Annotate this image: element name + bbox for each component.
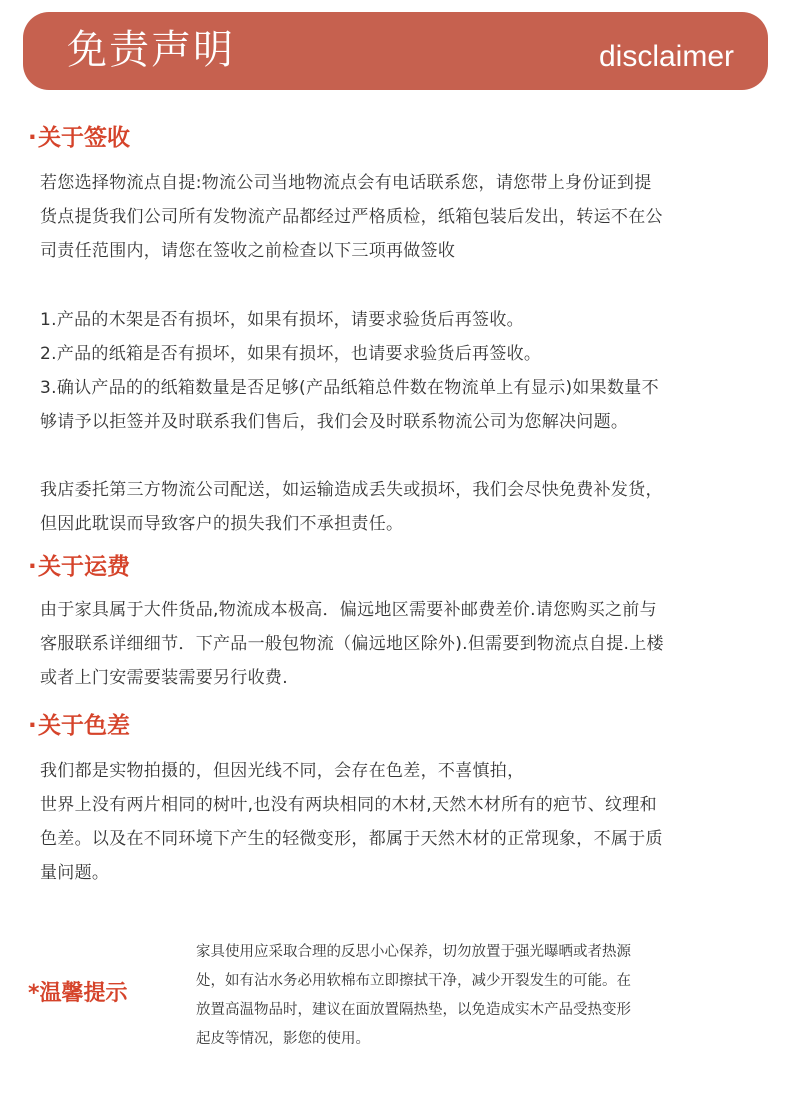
text-line: 1.产品的木架是否有损坏，如果有损坏，请要求验货后再签收。 (40, 310, 524, 330)
bullet-dot: · (28, 713, 37, 739)
bullet-dot: · (28, 125, 37, 151)
disclaimer-banner (23, 12, 768, 90)
text-line: 或者上门安需要装需要另行收费. (40, 668, 288, 688)
text-line: 世界上没有两片相同的树叶,也没有两块相同的木材,天然木材所有的疤节、纹理和 (40, 795, 657, 815)
warm-tip-text (196, 938, 756, 1054)
warm-tip-label: *温馨提示 (28, 981, 128, 1006)
paragraph (40, 593, 765, 695)
text-line: 家具使用应采取合理的反思小心保养，切勿放置于强光曝晒或者热源 (196, 944, 631, 960)
text-line: 我店委托第三方物流公司配送，如运输造成丢失或损坏，我们会尽快免费补发货， (40, 480, 663, 500)
text-line: 3.确认产品的的纸箱数量是否足够(产品纸箱总件数在物流单上有显示)如果数量不 (40, 378, 659, 398)
text-line: 起皮等情况，影您的使用。 (196, 1031, 370, 1047)
text-line: 放置高温物品时，建议在面放置隔热垫，以免造成实木产品受热变形 (196, 1002, 631, 1018)
bullet-dot: · (28, 554, 37, 580)
banner-title: 免责声明 (67, 27, 235, 73)
text-line: 由于家具属于大件货品,物流成本极高．偏远地区需要补邮费差价.请您购买之前与 (40, 600, 657, 620)
text-line: 量问题。 (40, 863, 110, 883)
section-heading-signing (28, 122, 130, 154)
banner-subtitle: disclaimer (598, 40, 734, 73)
paragraph (40, 166, 765, 268)
text-line: 货点提货我们公司所有发物流产品都经过严格质检，纸箱包装后发出，转运不在公 (40, 207, 663, 227)
text-line: 司责任范围内，请您在签收之前检查以下三项再做签收 (40, 241, 456, 261)
section-heading-text: 关于签收 (38, 125, 130, 151)
text-line: 2.产品的纸箱是否有损坏，如果有损坏，也请要求验货后再签收。 (40, 344, 542, 364)
text-line: 够请予以拒签并及时联系我们售后，我们会及时联系物流公司为您解决问题。 (40, 412, 629, 432)
text-line: 处，如有沾水务必用软棉布立即擦拭干净，减少开裂发生的可能。在 (196, 973, 631, 989)
section-heading-text: 关于色差 (38, 713, 130, 739)
text-line: 客服联系详细细节．下产品一般包物流（偏远地区除外).但需要到物流点自提.上楼 (40, 634, 664, 654)
paragraph (40, 754, 765, 890)
section-heading-text: 关于运费 (38, 554, 130, 580)
text-line: 我们都是实物拍摄的，但因光线不同，会存在色差，不喜慎拍， (40, 761, 525, 781)
paragraph (40, 303, 765, 439)
text-line: 色差。以及在不同环境下产生的轻微变形，都属于天然木材的正常现象，不属于质 (40, 829, 663, 849)
paragraph (40, 473, 765, 541)
text-line: 若您选择物流点自提:物流公司当地物流点会有电话联系您，请您带上身份证到提 (40, 173, 652, 193)
section-heading-color-difference (28, 710, 130, 742)
section-heading-shipping (28, 551, 130, 583)
text-line: 但因此耽误而导致客户的损失我们不承担责任。 (40, 514, 404, 534)
